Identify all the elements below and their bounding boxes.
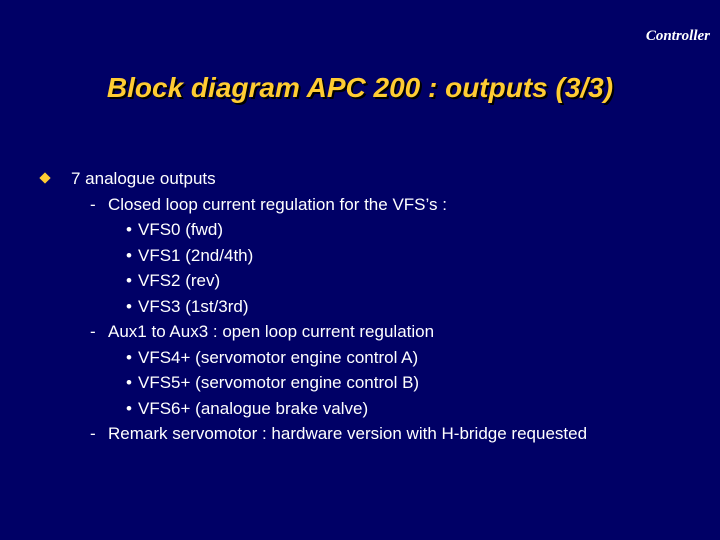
sub-item-text: Closed loop current regulation for the VFS’s :	[108, 194, 447, 214]
sub-sub-item	[38, 243, 700, 269]
sub-sub-item	[38, 294, 700, 320]
sub-sub-item-text: VFS0 (fwd)	[138, 220, 224, 239]
sub-item-text: Remark servomotor : hardware version with H-bridge requested	[108, 424, 588, 443]
dot-marker: •	[126, 220, 132, 239]
corner-label: Controller	[645, 28, 710, 44]
bullet-item	[38, 166, 700, 192]
dash-marker: -	[90, 194, 96, 214]
sub-sub-item	[38, 396, 700, 422]
sub-item	[38, 421, 700, 447]
sub-sub-item-text: VFS3 (1st/3rd)	[138, 296, 249, 316]
dot-marker: •	[126, 347, 132, 367]
dash-marker: -	[90, 424, 96, 443]
sub-sub-item-text: VFS4+ (servomotor engine control A)	[138, 347, 419, 367]
dot-marker: •	[126, 245, 132, 265]
sub-sub-item-text: VFS1 (2nd/4th)	[138, 245, 254, 265]
dot-marker: •	[126, 398, 132, 418]
sub-item	[38, 192, 700, 218]
slide-content	[38, 166, 700, 447]
dot-marker: •	[126, 373, 132, 392]
sub-sub-item	[38, 370, 700, 396]
bullet-text: 7 analogue outputs	[71, 169, 216, 188]
sub-sub-item-text: VFS5+ (servomotor engine control B)	[138, 373, 420, 392]
sub-sub-item	[38, 217, 700, 243]
diamond-icon	[39, 172, 50, 183]
slide-title: Block diagram APC 200 : outputs (3/3)	[106, 72, 614, 103]
sub-item-text: Aux1 to Aux3 : open loop current regulation	[108, 322, 435, 341]
dot-marker: •	[126, 296, 132, 316]
sub-sub-item-text: VFS6+ (analogue brake valve)	[138, 398, 369, 418]
dash-marker: -	[90, 322, 96, 341]
sub-item	[38, 319, 700, 345]
dot-marker: •	[126, 271, 132, 290]
sub-sub-item	[38, 345, 700, 371]
sub-sub-item-text: VFS2 (rev)	[138, 271, 221, 290]
sub-sub-item	[38, 268, 700, 294]
